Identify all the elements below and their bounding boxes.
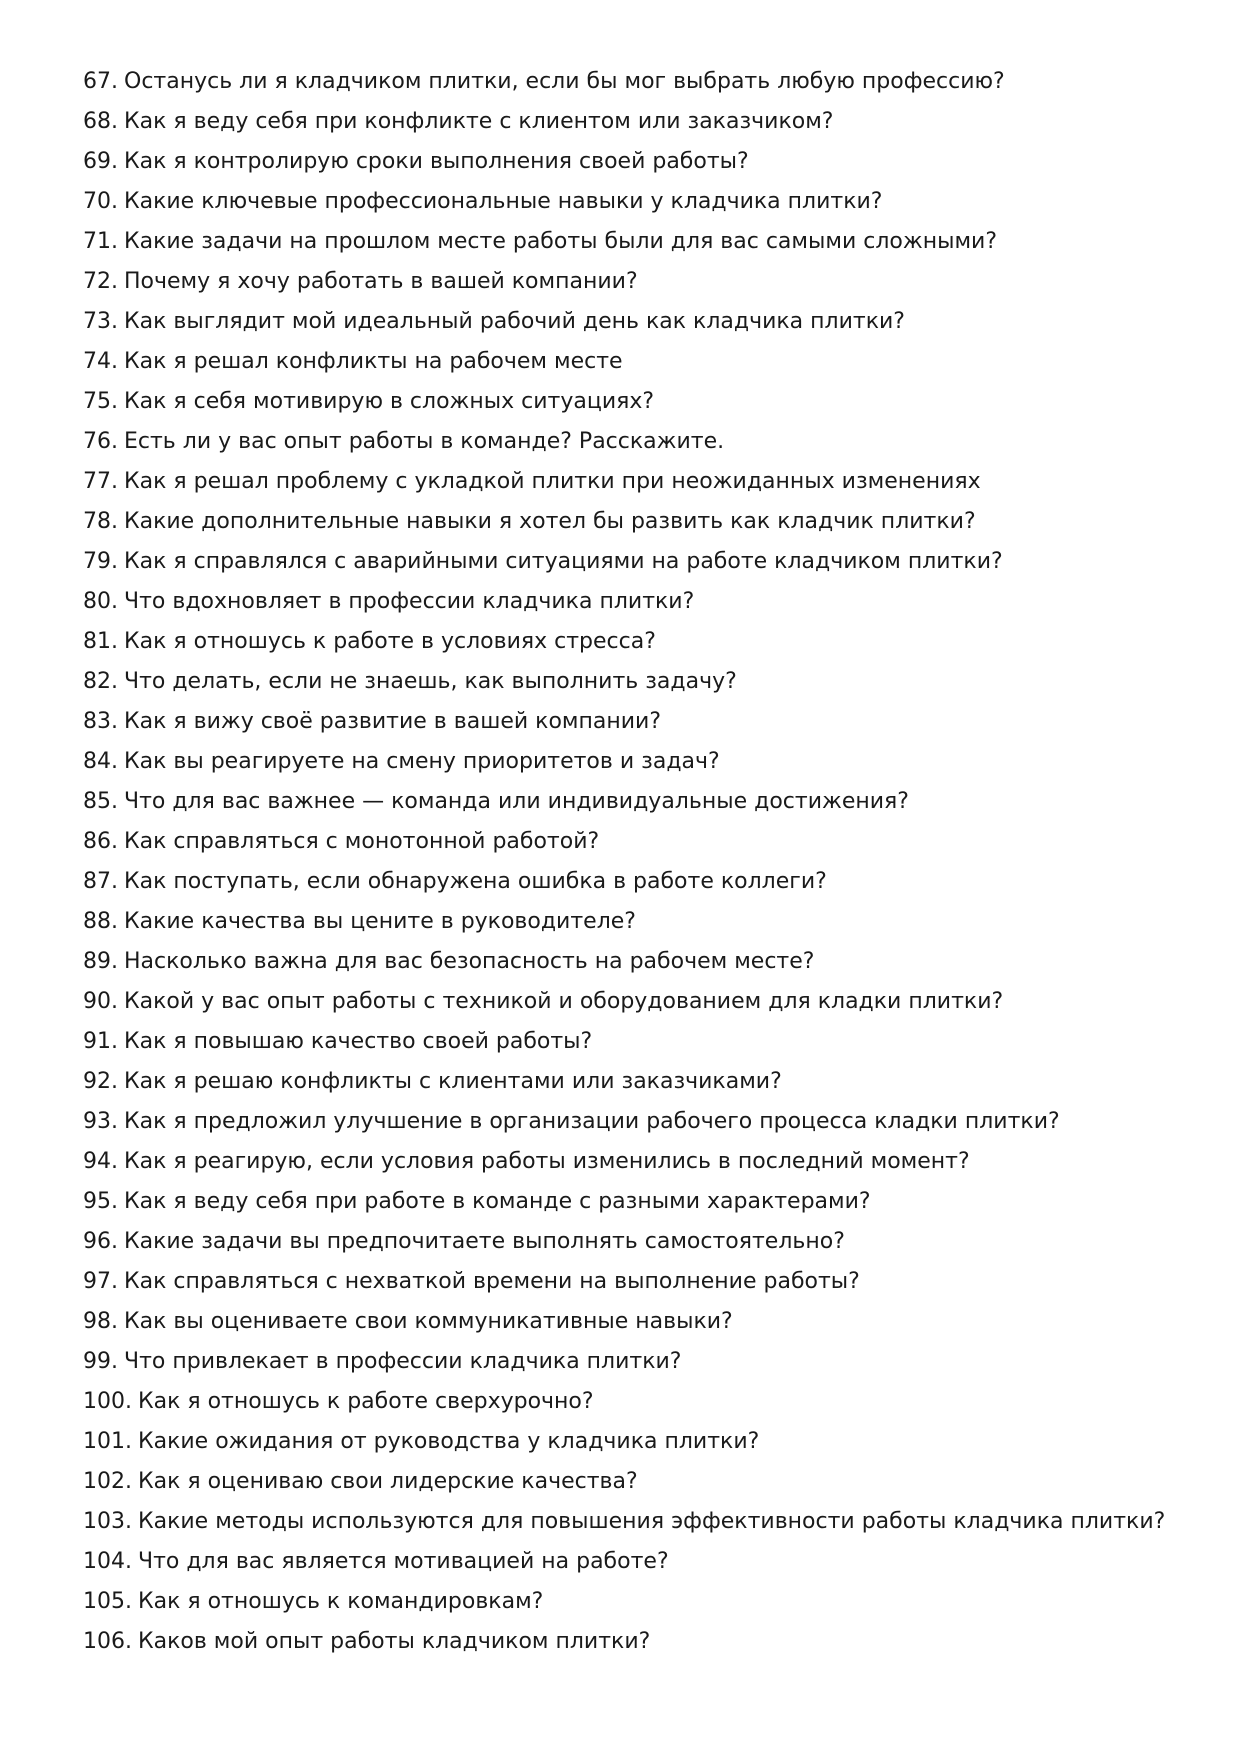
list-item [83,662,1183,702]
question-text: Какой у вас опыт работы с техникой и оборудованием для кладки плитки? [124,989,1004,1014]
list-item [83,182,1183,222]
question-text: Как я решал проблему с укладкой плитки при неожиданных изменениях [124,469,981,494]
question-text: Как вы оцениваете свои коммуникативные навыки? [124,1309,733,1334]
question-number: 81. [83,629,118,654]
list-item [83,1542,1183,1582]
question-text: Как я повышаю качество своей работы? [124,1029,593,1054]
list-item [83,1102,1183,1142]
question-number: 89. [83,949,118,974]
question-text: Как справляться с нехваткой времени на выполнение работы? [124,1269,860,1294]
question-number: 73. [83,309,118,334]
list-item [83,1622,1183,1662]
question-number: 101. [83,1429,132,1454]
question-number: 77. [83,469,118,494]
question-text: Как я веду себя при конфликте с клиентом или заказчиком? [124,109,834,134]
question-text: Как я веду себя при работе в команде с разными характерами? [124,1189,871,1214]
list-item [83,1502,1183,1542]
list-item [83,1302,1183,1342]
question-text: Как я предложил улучшение в организации рабочего процесса кладки плитки? [124,1109,1060,1134]
question-number: 70. [83,189,118,214]
question-text: Как я реагирую, если условия работы изменились в последний момент? [124,1149,970,1174]
question-list [83,62,1183,1662]
question-number: 72. [83,269,118,294]
question-number: 102. [83,1469,132,1494]
list-item [83,1422,1183,1462]
question-number: 87. [83,869,118,894]
question-number: 85. [83,789,118,814]
list-item [83,942,1183,982]
list-item [83,982,1183,1022]
question-text: Как поступать, если обнаружена ошибка в работе коллеги? [124,869,827,894]
question-number: 68. [83,109,118,134]
list-item [83,142,1183,182]
question-number: 69. [83,149,118,174]
question-text: Что вдохновляет в профессии кладчика плитки? [124,589,695,614]
question-number: 80. [83,589,118,614]
question-text: Как я контролирую сроки выполнения своей работы? [124,149,749,174]
list-item [83,742,1183,782]
question-text: Есть ли у вас опыт работы в команде? Расскажите. [124,429,725,454]
list-item [83,1342,1183,1382]
question-number: 88. [83,909,118,934]
question-number: 83. [83,709,118,734]
question-text: Останусь ли я кладчиком плитки, если бы мог выбрать любую профессию? [124,69,1005,94]
question-number: 67. [83,69,118,94]
list-item [83,1382,1183,1422]
question-number: 91. [83,1029,118,1054]
question-text: Как вы реагируете на смену приоритетов и задач? [124,749,720,774]
question-text: Как я оцениваю свои лидерские качества? [137,1469,638,1494]
question-text: Почему я хочу работать в вашей компании? [124,269,638,294]
question-number: 95. [83,1189,118,1214]
list-item [83,902,1183,942]
question-number: 92. [83,1069,118,1094]
list-item [83,1222,1183,1262]
list-item [83,1142,1183,1182]
question-number: 82. [83,669,118,694]
question-number: 97. [83,1269,118,1294]
question-number: 100. [83,1389,132,1414]
question-number: 103. [83,1509,132,1534]
question-text: Какие ключевые профессиональные навыки у кладчика плитки? [124,189,883,214]
question-text: Как выглядит мой идеальный рабочий день как кладчика плитки? [124,309,905,334]
question-text: Какие задачи на прошлом месте работы были для вас самыми сложными? [124,229,998,254]
question-text: Что для вас важнее — команда или индивидуальные достижения? [124,789,909,814]
list-item [83,262,1183,302]
question-number: 78. [83,509,118,534]
question-text: Что привлекает в профессии кладчика плитки? [124,1349,682,1374]
question-text: Какие качества вы цените в руководителе? [124,909,636,934]
list-item [83,502,1183,542]
list-item [83,382,1183,422]
question-number: 75. [83,389,118,414]
question-number: 98. [83,1309,118,1334]
list-item [83,1582,1183,1622]
question-text: Что для вас является мотивацией на работе? [137,1549,669,1574]
list-item [83,1462,1183,1502]
list-item [83,62,1183,102]
question-number: 84. [83,749,118,774]
list-item [83,782,1183,822]
list-item [83,222,1183,262]
question-text: Что делать, если не знаешь, как выполнить задачу? [124,669,737,694]
question-text: Как я отношусь к командировкам? [137,1589,544,1614]
question-text: Как я отношусь к работе сверхурочно? [137,1389,594,1414]
question-text: Как я справлялся с аварийными ситуациями на работе кладчиком плитки? [124,549,1003,574]
question-text: Как я вижу своё развитие в вашей компании? [124,709,662,734]
list-item [83,342,1183,382]
question-text: Как справляться с монотонной работой? [124,829,600,854]
question-number: 90. [83,989,118,1014]
question-number: 79. [83,549,118,574]
list-item [83,422,1183,462]
list-item [83,582,1183,622]
list-item [83,862,1183,902]
list-item [83,1062,1183,1102]
list-item [83,102,1183,142]
list-item [83,1262,1183,1302]
question-text: Какие методы используются для повышения эффективности работы кладчика плитки? [137,1509,1166,1534]
question-text: Какие ожидания от руководства у кладчика плитки? [137,1429,760,1454]
question-text: Как я решал конфликты на рабочем месте [124,349,623,374]
question-text: Каков мой опыт работы кладчиком плитки? [137,1629,651,1654]
list-item [83,302,1183,342]
question-number: 71. [83,229,118,254]
question-number: 76. [83,429,118,454]
question-number: 106. [83,1629,132,1654]
question-number: 94. [83,1149,118,1174]
question-text: Какие задачи вы предпочитаете выполнять самостоятельно? [124,1229,845,1254]
list-item [83,462,1183,502]
question-number: 105. [83,1589,132,1614]
question-text: Как я отношусь к работе в условиях стресса? [124,629,656,654]
question-text: Как я решаю конфликты с клиентами или заказчиками? [124,1069,782,1094]
question-number: 93. [83,1109,118,1134]
question-text: Какие дополнительные навыки я хотел бы развить как кладчик плитки? [124,509,976,534]
list-item [83,1182,1183,1222]
list-item [83,1022,1183,1062]
list-item [83,702,1183,742]
list-item [83,622,1183,662]
question-number: 96. [83,1229,118,1254]
list-item [83,822,1183,862]
question-number: 74. [83,349,118,374]
question-text: Как я себя мотивирую в сложных ситуациях? [124,389,655,414]
question-number: 86. [83,829,118,854]
question-number: 99. [83,1349,118,1374]
list-item [83,542,1183,582]
question-text: Насколько важна для вас безопасность на рабочем месте? [124,949,815,974]
question-number: 104. [83,1549,132,1574]
